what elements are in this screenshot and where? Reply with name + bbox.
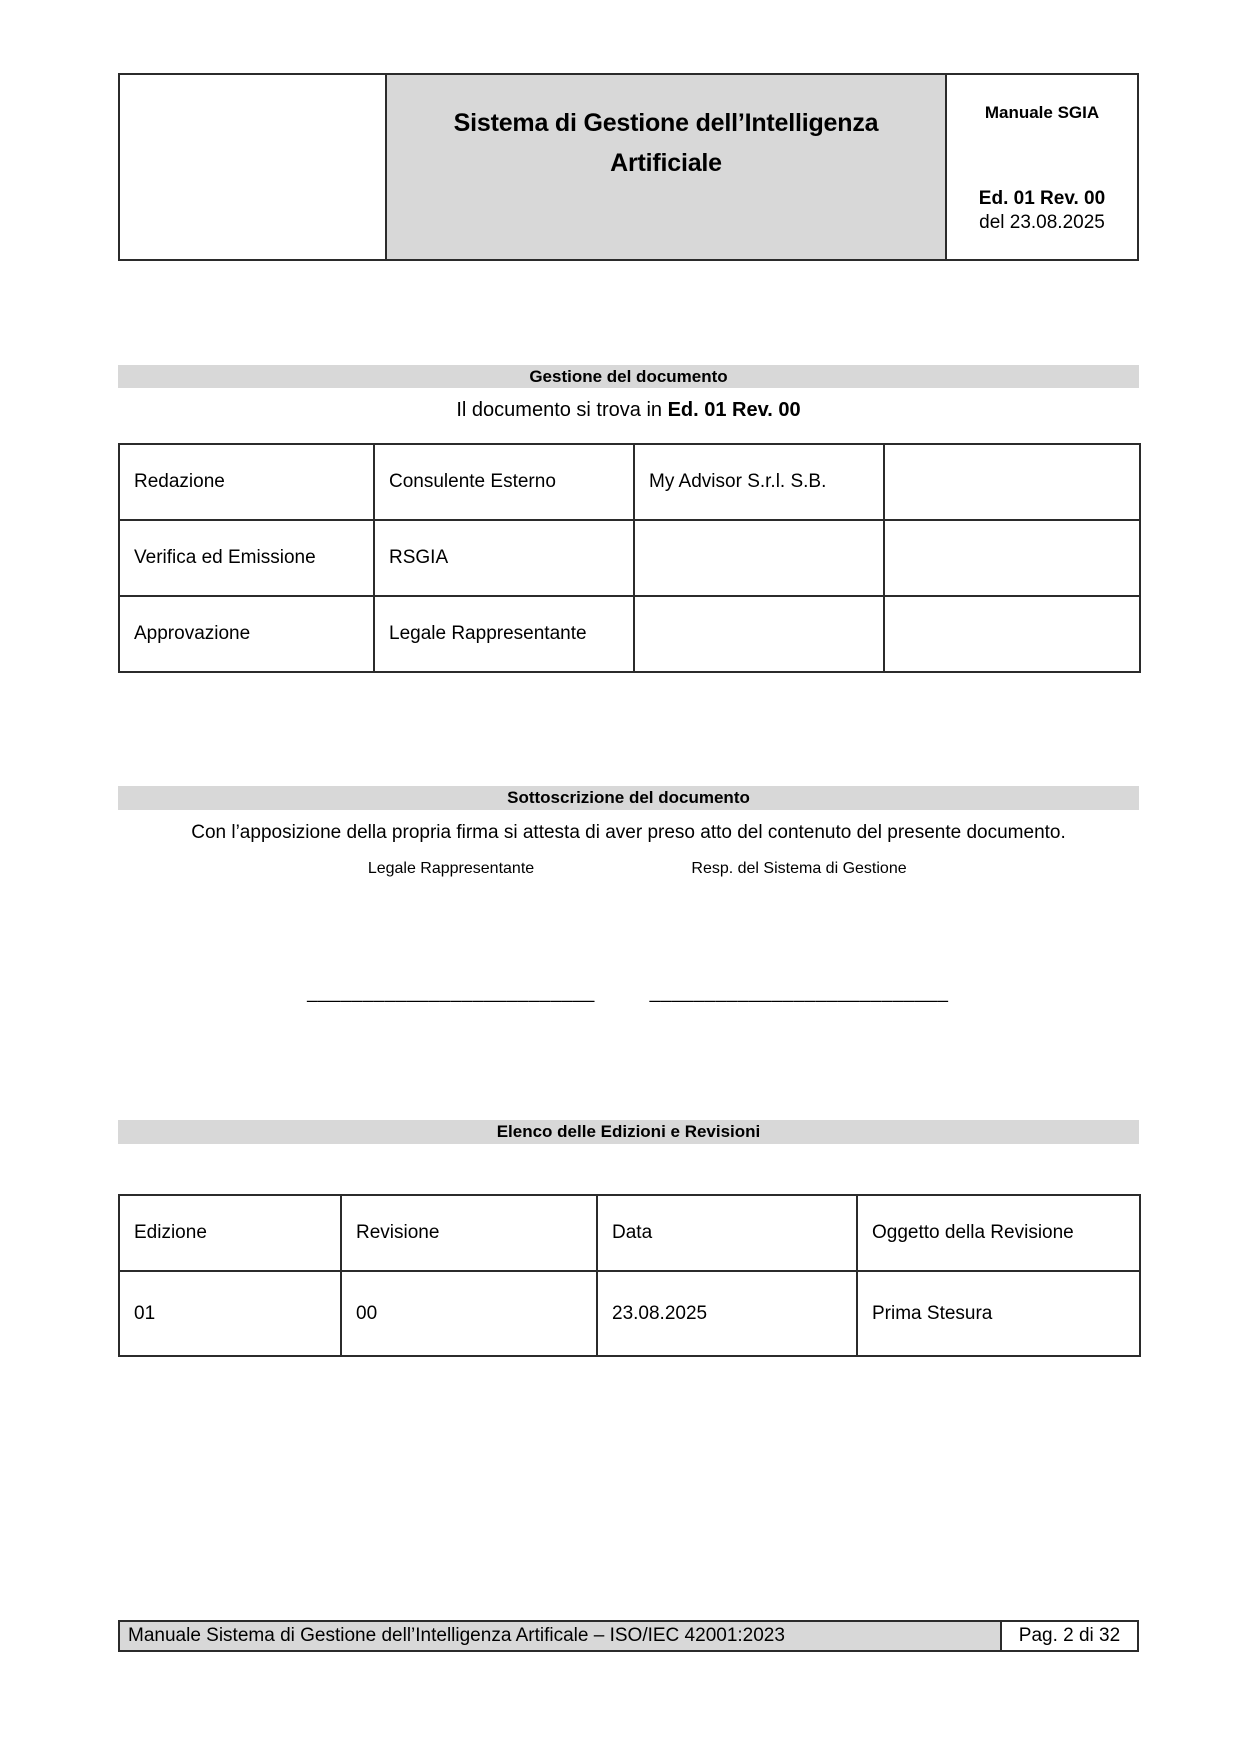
column-header-data: Data: [597, 1195, 857, 1271]
cell-approvazione-who: Legale Rappresentante: [374, 596, 634, 672]
document-management-table: [118, 443, 1141, 673]
table-row: [119, 520, 1140, 596]
document-meta-cell: [947, 75, 1137, 259]
document-location-prefix: Il documento si trova in: [456, 399, 668, 421]
row-label-verifica: Verifica ed Emissione: [119, 520, 374, 596]
signature-lines-row: [118, 982, 1139, 1004]
signature-statement: Con l’apposizione della propria firma si attesta di aver preso atto del contenuto del presente documento.: [191, 822, 1066, 843]
signer-roles-row: [118, 858, 1139, 879]
cell-approvazione-signature: [884, 596, 1140, 672]
cell-verifica-extra: [634, 520, 884, 596]
cell-approvazione-extra: [634, 596, 884, 672]
signature-line-resp-sistema: ___________________________: [649, 982, 949, 1003]
signature-line-legale: __________________________: [307, 982, 595, 1003]
signer-role-legale: Legale Rappresentante: [367, 860, 535, 877]
revisions-data-row: [119, 1271, 1140, 1356]
document-title-cell: [387, 75, 947, 259]
table-row: [119, 444, 1140, 520]
edition-revision: Ed. 01 Rev. 00: [978, 188, 1106, 209]
page-number: Pag. 2 di 32: [1002, 1622, 1137, 1650]
footer-bar: [118, 1620, 1139, 1652]
cell-data: 23.08.2025: [597, 1271, 857, 1356]
column-header-revisione: Revisione: [341, 1195, 597, 1271]
document-title-line1: Sistema di Gestione dell’Intelligenza: [453, 109, 879, 137]
revisions-header-row: [119, 1195, 1140, 1271]
row-label-redazione: Redazione: [119, 444, 374, 520]
cell-verifica-who: RSGIA: [374, 520, 634, 596]
row-label-approvazione: Approvazione: [119, 596, 374, 672]
document-location-edition: Ed. 01 Rev. 00: [667, 399, 801, 421]
logo-cell: [120, 75, 387, 259]
section-banner-revisioni: Elenco delle Edizioni e Revisioni: [118, 1120, 1139, 1144]
signer-role-resp-sistema: Resp. del Sistema di Gestione: [691, 860, 907, 877]
doc-code: Manuale SGIA: [984, 103, 1100, 122]
header-table: [118, 73, 1139, 261]
edition-date: del 23.08.2025: [979, 212, 1105, 233]
section-banner-sottoscrizione: Sottoscrizione del documento: [118, 786, 1139, 810]
footer-document-title: Manuale Sistema di Gestione dell’Intelligenza Artificale – ISO/IEC 42001:2023: [120, 1622, 1002, 1650]
document-title-line2: Artificiale: [610, 149, 722, 177]
cell-verifica-signature: [884, 520, 1140, 596]
cell-redazione-who: Consulente Esterno: [374, 444, 634, 520]
column-header-edizione: Edizione: [119, 1195, 341, 1271]
section-banner-gestione: Gestione del documento: [118, 365, 1139, 388]
cell-redazione-company: My Advisor S.r.l. S.B.: [634, 444, 884, 520]
revisions-table: [118, 1194, 1141, 1357]
table-row: [119, 596, 1140, 672]
cell-redazione-signature: [884, 444, 1140, 520]
column-header-oggetto: Oggetto della Revisione: [857, 1195, 1140, 1271]
cell-revisione: 00: [341, 1271, 597, 1356]
document-location-line: [118, 397, 1139, 423]
cell-oggetto: Prima Stesura: [857, 1271, 1140, 1356]
cell-edizione: 01: [119, 1271, 341, 1356]
